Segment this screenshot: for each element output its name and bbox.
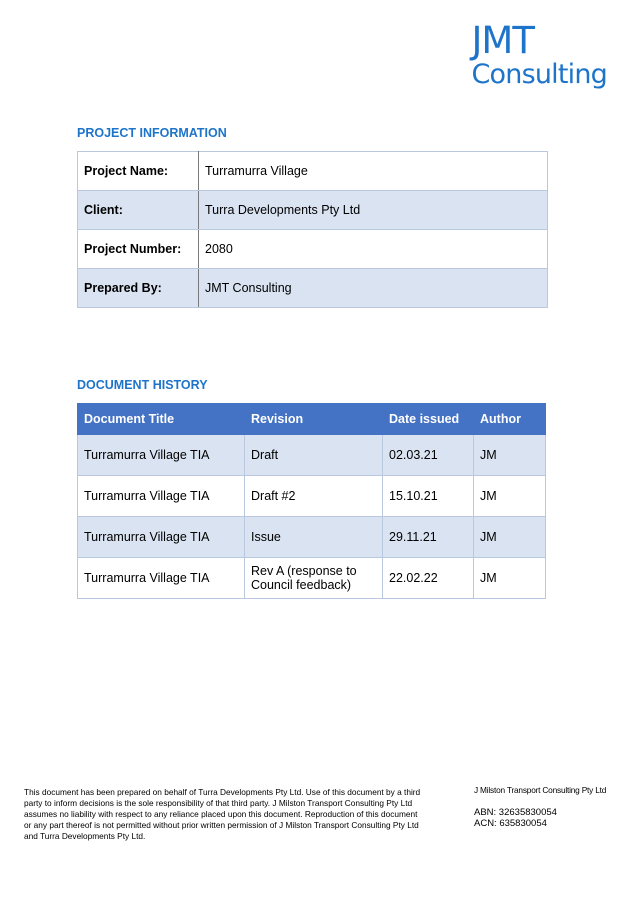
company-abn: ABN: 32635830054 bbox=[474, 807, 557, 818]
cell-document-title: Turramurra Village TIA bbox=[78, 558, 245, 599]
cell-author: JM bbox=[474, 517, 546, 558]
cell-author: JM bbox=[474, 476, 546, 517]
row-value: Turra Developments Pty Ltd bbox=[199, 191, 548, 230]
document-history-heading: DOCUMENT HISTORY bbox=[77, 378, 208, 392]
row-value: JMT Consulting bbox=[199, 269, 548, 308]
table-row bbox=[78, 269, 548, 308]
table-row bbox=[78, 152, 548, 191]
cell-revision: Draft bbox=[245, 435, 383, 476]
project-information-table bbox=[77, 151, 548, 308]
header-date-issued: Date issued bbox=[383, 404, 474, 435]
table-row bbox=[78, 517, 546, 558]
row-value: Turramurra Village bbox=[199, 152, 548, 191]
document-history-table bbox=[77, 403, 546, 599]
table-row bbox=[78, 230, 548, 269]
table-row bbox=[78, 476, 546, 517]
company-logo bbox=[471, 19, 607, 90]
cell-date-issued: 02.03.21 bbox=[383, 435, 474, 476]
cell-date-issued: 22.02.22 bbox=[383, 558, 474, 599]
header-author: Author bbox=[474, 404, 546, 435]
row-key: Prepared By: bbox=[78, 269, 199, 308]
table-header-row bbox=[78, 404, 546, 435]
table-row bbox=[78, 191, 548, 230]
table-row bbox=[78, 435, 546, 476]
header-revision: Revision bbox=[245, 404, 383, 435]
header-document-title: Document Title bbox=[78, 404, 245, 435]
cell-revision: Issue bbox=[245, 517, 383, 558]
company-name: J Milston Transport Consulting Pty Ltd bbox=[474, 785, 607, 795]
cell-document-title: Turramurra Village TIA bbox=[78, 476, 245, 517]
disclaimer-text: This document has been prepared on behalf of Turra Developments Pty Ltd. Use of this document by a third party to inform decisions is the sole responsibility of that third party. J Milston Transport Consulting Pty Ltd assumes no liability with respect to any reliance placed upon this document. Reproduction of this document or any part thereof is not permitted without prior written permission of J Milston Transport Consulting Pty Ltd and Turra Developments Pty Ltd. bbox=[24, 787, 421, 841]
table-row bbox=[78, 558, 546, 599]
row-key: Project Number: bbox=[78, 230, 199, 269]
row-value: 2080 bbox=[199, 230, 548, 269]
logo-line-1: JMT bbox=[471, 19, 534, 62]
cell-document-title: Turramurra Village TIA bbox=[78, 435, 245, 476]
cell-date-issued: 29.11.21 bbox=[383, 517, 474, 558]
company-acn: ACN: 635830054 bbox=[474, 818, 547, 829]
cell-date-issued: 15.10.21 bbox=[383, 476, 474, 517]
cell-revision: Draft #2 bbox=[245, 476, 383, 517]
project-information-heading: PROJECT INFORMATION bbox=[77, 126, 227, 140]
cell-author: JM bbox=[474, 435, 546, 476]
row-key: Client: bbox=[78, 191, 199, 230]
row-key: Project Name: bbox=[78, 152, 199, 191]
logo-line-2: Consulting bbox=[471, 59, 607, 90]
cell-author: JM bbox=[474, 558, 546, 599]
company-details bbox=[474, 785, 606, 829]
cell-document-title: Turramurra Village TIA bbox=[78, 517, 245, 558]
cell-revision: Rev A (response to Council feedback) bbox=[245, 558, 383, 599]
